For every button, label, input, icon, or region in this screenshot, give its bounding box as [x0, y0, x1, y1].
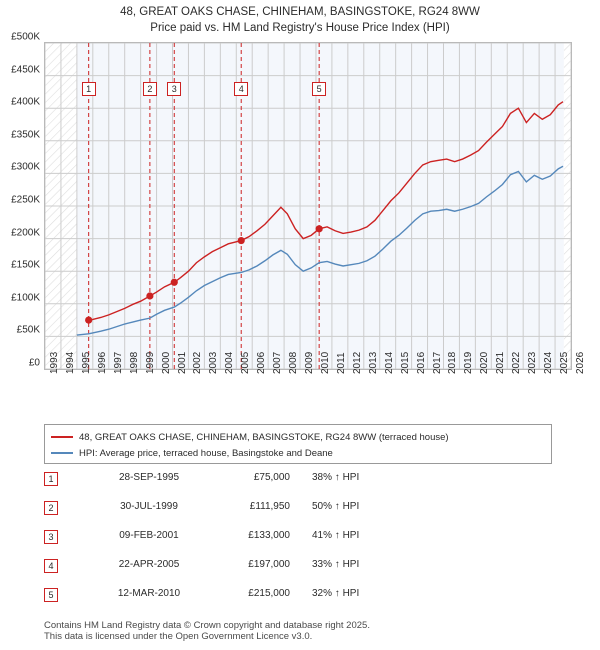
legend-swatch-hpi: [51, 452, 73, 454]
chart-marker-4: 4: [234, 82, 248, 96]
sale-hpi-1: 38% ↑ HPI: [312, 472, 360, 483]
sale-price-3: £133,000: [248, 530, 290, 541]
y-tick-label: £400K: [11, 96, 40, 108]
sale-index-1: 1: [44, 472, 58, 486]
legend-label-property: 48, GREAT OAKS CHASE, CHINEHAM, BASINGSTOKE, RG24 8WW (terraced house): [79, 431, 449, 443]
chart-plot-area: [44, 42, 572, 370]
sale-price-2: £111,950: [249, 501, 290, 512]
x-tick-label: 2010: [319, 351, 331, 374]
table-row: [44, 470, 564, 499]
legend-swatch-property: [51, 436, 73, 438]
chart-marker-5: 5: [312, 82, 326, 96]
x-tick-label: 1994: [64, 351, 76, 374]
title-line-2: Price paid vs. HM Land Registry's House Price Index (HPI): [150, 22, 450, 34]
sale-index-3: 3: [44, 530, 58, 544]
y-tick-label: £350K: [11, 129, 40, 141]
sale-price-1: £75,000: [253, 472, 290, 483]
x-tick-label: 2022: [511, 351, 523, 374]
x-tick-label: 2016: [415, 351, 427, 374]
sale-hpi-2: 50% ↑ HPI: [312, 501, 360, 512]
x-tick-label: 2008: [288, 351, 300, 374]
sale-price-4: £197,000: [248, 559, 290, 570]
x-tick-label: 2011: [335, 352, 347, 374]
y-tick-label: £100K: [11, 292, 40, 304]
sale-hpi-3: 41% ↑ HPI: [312, 530, 360, 541]
y-tick-label: £50K: [16, 324, 40, 336]
y-tick-label: £0: [28, 357, 40, 369]
x-tick-label: 2001: [176, 351, 188, 374]
title-line-1: 48, GREAT OAKS CHASE, CHINEHAM, BASINGSTOKE, RG24 8WW: [120, 6, 480, 18]
footer-attribution: [44, 620, 584, 642]
x-tick-label: 2005: [240, 351, 252, 374]
sales-table: [44, 470, 564, 615]
sale-hpi-4: 33% ↑ HPI: [312, 559, 360, 570]
table-row: [44, 586, 564, 615]
x-tick-label: 1995: [80, 351, 92, 374]
footer-line-2: This data is licensed under the Open Government Licence v3.0.: [44, 631, 313, 642]
x-tick-label: 2023: [527, 351, 539, 374]
x-tick-label: 2020: [479, 351, 491, 374]
x-tick-label: 2021: [495, 351, 507, 374]
chart-svg: [45, 43, 571, 369]
table-row: [44, 557, 564, 586]
chart-legend: [44, 424, 552, 464]
x-tick-label: 2000: [160, 351, 172, 374]
legend-item-hpi: [51, 445, 545, 461]
x-tick-label: 2004: [224, 351, 236, 374]
sale-date-5: 12-MAR-2010: [117, 588, 181, 599]
sale-date-2: 30-JUL-1999: [120, 501, 178, 512]
y-tick-label: £500K: [11, 31, 40, 43]
x-tick-label: 2025: [559, 351, 571, 374]
chart-marker-1: 1: [82, 82, 96, 96]
legend-label-hpi: HPI: Average price, terraced house, Basingstoke and Deane: [79, 447, 333, 459]
footer-line-1: Contains HM Land Registry data © Crown copyright and database right 2025.: [44, 620, 370, 631]
sale-index-2: 2: [44, 501, 58, 515]
x-tick-label: 2012: [351, 351, 363, 374]
x-tick-label: 2015: [399, 351, 411, 374]
x-tick-label: 1997: [112, 351, 124, 374]
sale-hpi-5: 32% ↑ HPI: [312, 588, 360, 599]
x-tick-label: 1998: [128, 351, 140, 374]
sale-date-1: 28-SEP-1995: [118, 472, 180, 483]
legend-item-property: [51, 429, 545, 445]
x-axis-labels: [44, 351, 586, 420]
x-tick-label: 2013: [367, 351, 379, 374]
y-tick-label: £450K: [11, 64, 40, 76]
x-tick-label: 2002: [192, 351, 204, 374]
x-tick-label: 2018: [447, 351, 459, 374]
x-tick-label: 1999: [144, 351, 156, 374]
sale-date-4: 22-APR-2005: [118, 559, 180, 570]
sale-index-4: 4: [44, 559, 58, 573]
x-tick-label: 2026: [575, 351, 586, 374]
y-tick-label: £150K: [11, 259, 40, 271]
x-tick-label: 2014: [383, 351, 395, 374]
table-row: [44, 528, 564, 557]
y-tick-label: £200K: [11, 227, 40, 239]
x-tick-label: 2017: [431, 351, 443, 374]
sale-index-5: 5: [44, 588, 58, 602]
x-tick-label: 2003: [208, 351, 220, 374]
chart-marker-2: 2: [143, 82, 157, 96]
x-tick-label: 1996: [96, 351, 108, 374]
y-axis-labels: [0, 31, 42, 369]
sale-date-3: 09-FEB-2001: [119, 530, 179, 541]
x-tick-label: 2006: [256, 351, 268, 374]
x-tick-label: 2019: [463, 351, 475, 374]
x-tick-label: 1993: [49, 351, 60, 374]
page-title: [0, 4, 600, 36]
plot-frame: [44, 42, 572, 370]
table-row: [44, 499, 564, 528]
x-tick-label: 2024: [543, 351, 555, 374]
x-tick-label: 2009: [304, 351, 316, 374]
y-tick-label: £250K: [11, 194, 40, 206]
y-tick-label: £300K: [11, 161, 40, 173]
sale-price-5: £215,000: [248, 588, 290, 599]
chart-marker-3: 3: [167, 82, 181, 96]
x-tick-label: 2007: [272, 351, 284, 374]
